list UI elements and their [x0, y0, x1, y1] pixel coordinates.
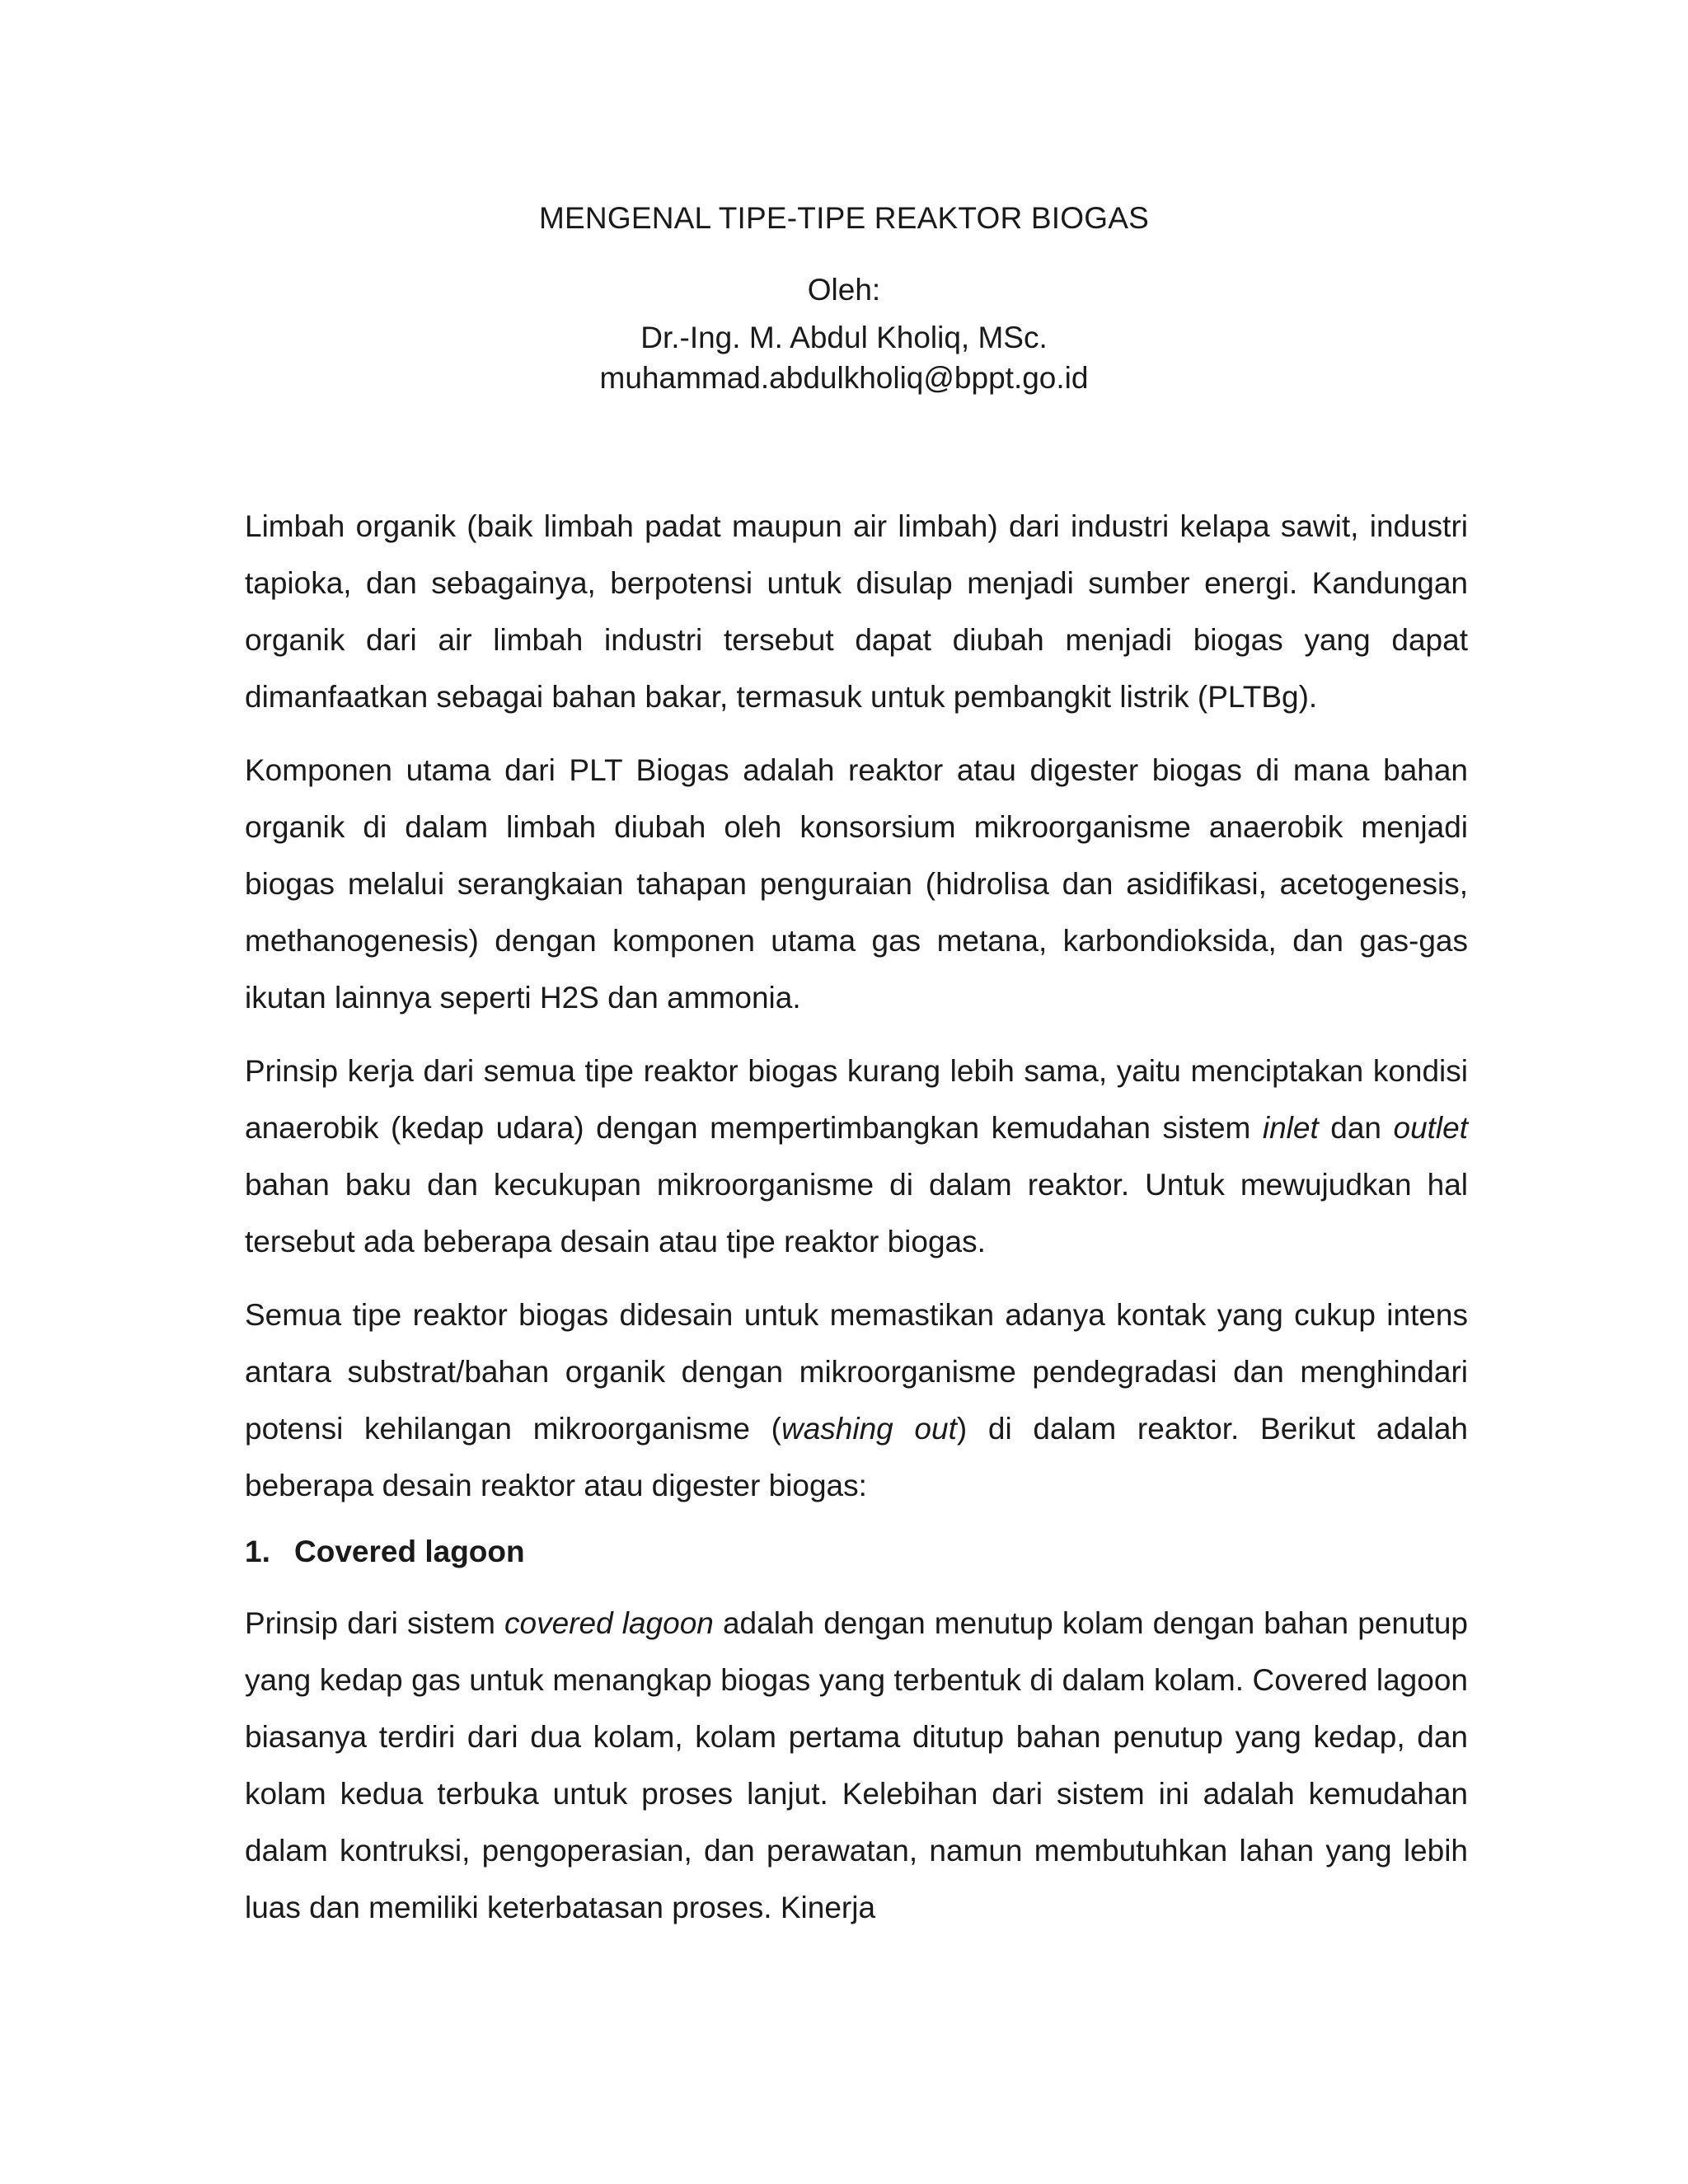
document-body	[245, 498, 1468, 1952]
term-outlet: outlet	[1393, 1111, 1469, 1145]
paragraph-covered-lagoon	[245, 1595, 1468, 1936]
document-title: MENGENAL TIPE-TIPE REAKTOR BIOGAS	[539, 201, 1149, 235]
paragraph-text: ) di dalam reaktor. Berikut adalah beberapa desain reaktor atau digester biogas:	[245, 1412, 1469, 1502]
section-title: Covered lagoon	[294, 1535, 525, 1568]
paragraph-text: Prinsip kerja dari semua tipe reaktor biogas kurang lebih sama, yaitu menciptakan kondisi anaerobik (kedap udara) dengan mempertimbangkan kemudahan sistem	[245, 1054, 1468, 1145]
term-inlet: inlet	[1262, 1111, 1319, 1145]
paragraph-working-principle	[245, 1043, 1468, 1270]
paragraph-intro: Limbah organik (baik limbah padat maupun air limbah) dari industri kelapa sawit, industri tapioka, dan sebagainya, berpotensi untuk disulap menjadi sumber energi. Kandungan organik dari air limbah industri tersebut dapat diubah menjadi biogas yang dapat dimanfaatkan sebagai bahan bakar, termasuk untuk pembangkit listrik (PLTBg).	[245, 509, 1468, 714]
paragraph-text: dan	[1318, 1111, 1394, 1145]
paragraph-text: Semua tipe reaktor biogas didesain untuk memastikan adanya kontak yang cukup intens antara substrat/bahan organik dengan mikroorganisme pendegradasi dan menghindari potensi kehilangan mikroorganisme (	[245, 1298, 1468, 1446]
term-washing-out: washing out	[781, 1412, 957, 1446]
term-covered-lagoon: covered lagoon	[504, 1606, 714, 1640]
paragraph-text: adalah dengan menutup kolam dengan bahan penutup yang kedap gas untuk menangkap biogas yang terbentuk di dalam kolam. Covered lagoon biasanya terdiri dari dua kolam, kolam pertama ditutup bahan penutup yang kedap, dan kolam kedua terbuka untuk proses lanjut. Kelebihan dari sistem ini adalah kemudahan dalam kontruksi, pengoperasian, dan perawatan, namun membutuhkan lahan yang lebih luas dan memiliki keterbatasan proses. Kinerja	[245, 1606, 1468, 1924]
section-heading-covered-lagoon	[245, 1530, 1468, 1573]
paragraph-reactor-design	[245, 1286, 1468, 1514]
author-name: Dr.-Ing. M. Abdul Kholiq, MSc.	[640, 321, 1048, 354]
section-number: 1.	[245, 1535, 270, 1568]
author-email: muhammad.abdulkholiq@bppt.go.id	[599, 361, 1089, 395]
paragraph-text: bahan baku dan kecukupan mikroorganisme di dalam reaktor. Untuk mewujudkan hal tersebut ada beberapa desain atau tipe reaktor biogas.	[245, 1168, 1468, 1258]
paragraph-text: Prinsip dari sistem	[245, 1606, 505, 1640]
paragraph-components: Komponen utama dari PLT Biogas adalah reaktor atau digester biogas di mana bahan organik di dalam limbah diubah oleh konsorsium mikroorganisme anaerobik menjadi biogas melalui serangkaian tahapan penguraian (hidrolisa dan asidifikasi, acetogenesis, methanogenesis) dengan komponen utama gas metana, karbondioksida, dan gas-gas ikutan lainnya seperti H2S dan ammonia.	[245, 753, 1468, 1015]
byline-oleh: Oleh:	[807, 273, 881, 307]
